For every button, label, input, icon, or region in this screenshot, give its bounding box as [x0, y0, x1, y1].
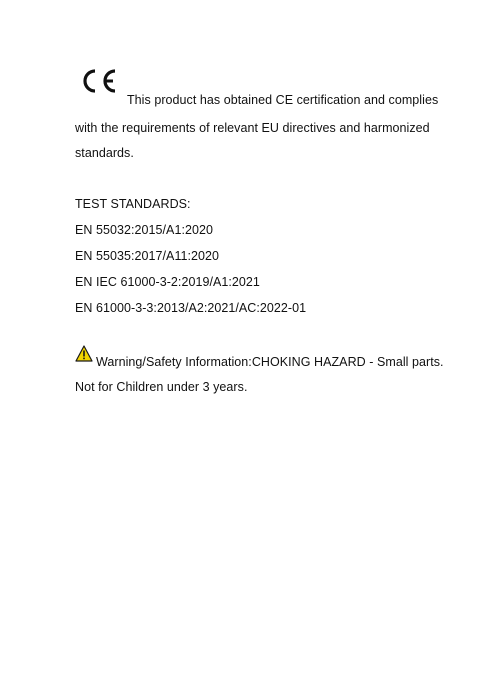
standards-heading: TEST STANDARDS: [75, 197, 191, 211]
standard-item: EN 61000-3-3:2013/A2:2021/AC:2022-01 [75, 301, 307, 315]
standard-item: EN 55032:2015/A1:2020 [75, 223, 213, 237]
warning-line-1: Warning/Safety Information:CHOKING HAZARD - Small parts. [96, 355, 444, 369]
intro-line-2: with the requirements of relevant EU directives and harmonized [75, 121, 430, 135]
warning-line-2: Not for Children under 3 years. [75, 380, 248, 394]
standard-item: EN IEC 61000-3-2:2019/A1:2021 [75, 275, 260, 289]
standard-item: EN 55035:2017/A11:2020 [75, 249, 220, 263]
ce-mark-icon [78, 66, 118, 96]
intro-line-1: This product has obtained CE certification and complies [127, 93, 439, 107]
intro-line-3: standards. [75, 146, 134, 160]
warning-triangle-icon [75, 345, 93, 362]
